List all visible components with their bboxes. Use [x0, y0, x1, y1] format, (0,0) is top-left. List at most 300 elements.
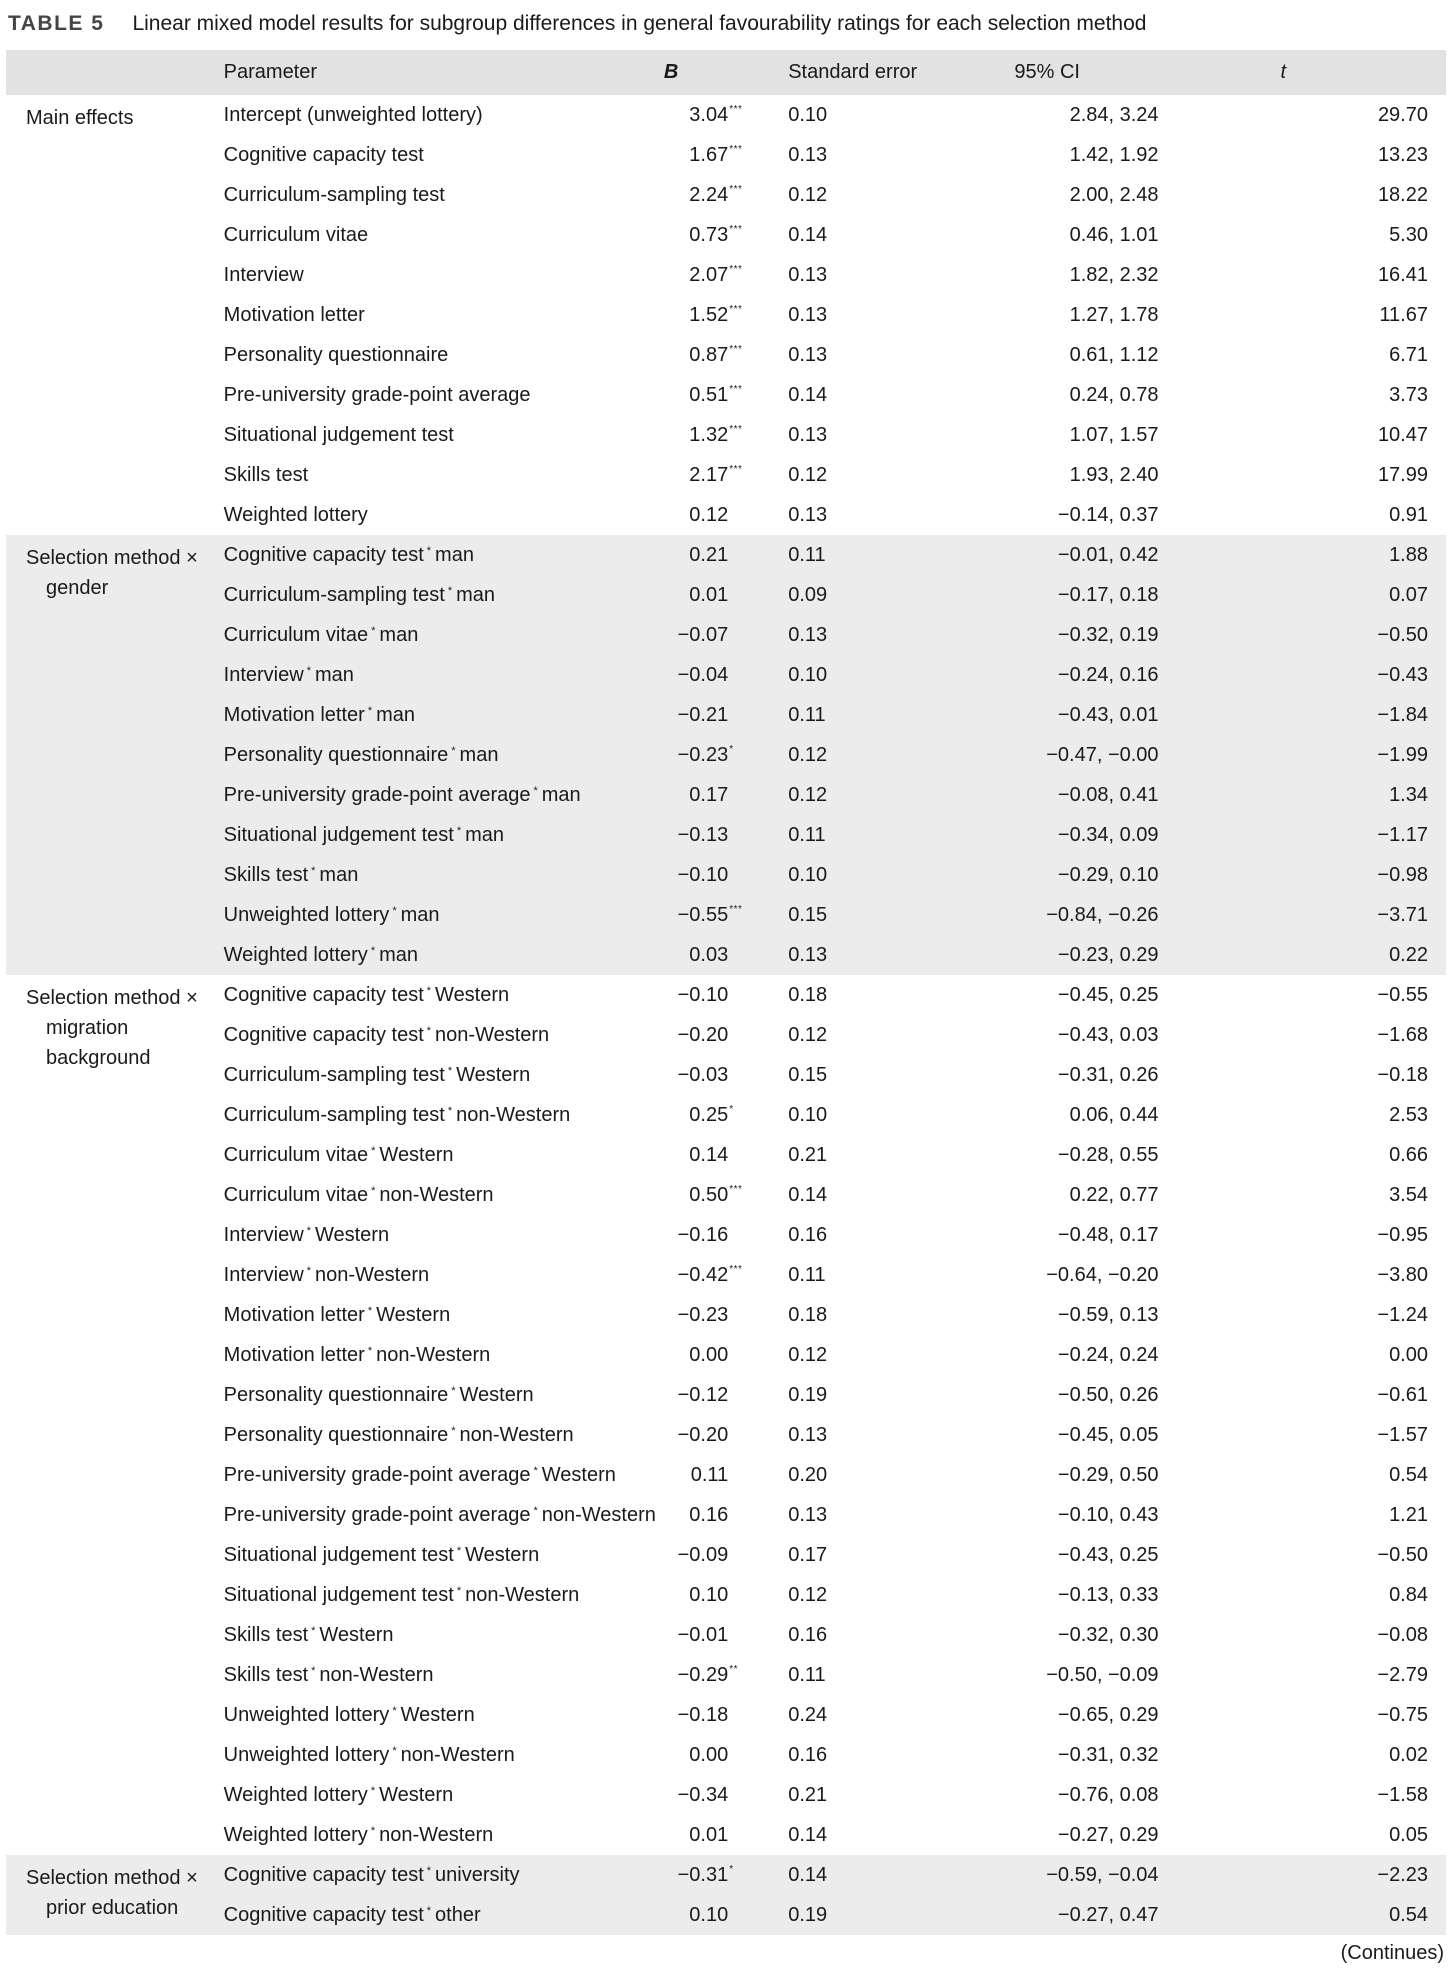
ci-cell: −0.50, −0.09 [1046, 1663, 1159, 1686]
t-cell: −0.50 [1377, 1543, 1428, 1566]
t-cell: −3.71 [1377, 903, 1428, 926]
parameter-cell [224, 1095, 656, 1135]
parameter-name: Curriculum-sampling test [223, 583, 445, 606]
standard-error-cell: 0.11 [788, 1663, 826, 1686]
standard-error-cell: 0.12 [788, 1343, 828, 1366]
b-value: 2.24 [689, 183, 729, 206]
ci-cell: −0.32, 0.19 [1057, 623, 1159, 646]
parameter-name: Pre-university grade-point average [223, 383, 531, 406]
ci-cell: −0.23, 0.29 [1057, 943, 1159, 966]
interaction-term: man [459, 743, 499, 766]
standard-error-cell: 0.11 [788, 703, 826, 726]
b-cell [656, 1535, 780, 1575]
ci-cell: −0.24, 0.24 [1057, 1343, 1159, 1366]
standard-error-cell: 0.16 [788, 1223, 828, 1246]
b-cell [656, 1895, 780, 1935]
ci-cell: 1.27, 1.78 [1069, 303, 1159, 326]
interaction-symbol: * [392, 1744, 397, 1757]
parameter-cell [224, 1415, 656, 1455]
interaction-term: Western [541, 1463, 616, 1486]
standard-error-cell: 0.12 [788, 463, 828, 486]
b-cell [656, 175, 780, 215]
b-value: −0.23 [677, 1303, 729, 1326]
b-value: −0.23 [677, 743, 729, 766]
b-cell [656, 1775, 780, 1815]
ci-cell: 2.84, 3.24 [1069, 103, 1159, 126]
parameter-name: Interview [223, 663, 304, 686]
standard-error-cell: 0.14 [788, 383, 828, 406]
ci-cell: −0.17, 0.18 [1057, 583, 1159, 606]
interaction-symbol: * [370, 944, 376, 957]
table-title: Linear mixed model results for subgroup differences in general favourability ratings for each selection method [132, 12, 1147, 35]
parameter-name: Situational judgement test [223, 823, 454, 846]
parameter-name: Weighted lottery [223, 1783, 368, 1806]
b-cell [656, 1295, 780, 1335]
parameter-cell [224, 1455, 656, 1495]
t-cell: −0.95 [1377, 1223, 1428, 1246]
parameter-name: Personality questionnaire [223, 343, 449, 366]
t-cell: −0.98 [1377, 863, 1428, 886]
parameter-name: Motivation letter [223, 1303, 365, 1326]
parameter-cell [224, 1535, 656, 1575]
parameter-cell [224, 695, 656, 735]
interaction-symbol: * [447, 584, 453, 597]
group-label-line: background [46, 1047, 151, 1069]
parameter-cell [224, 495, 656, 535]
b-value: −0.09 [677, 1543, 729, 1566]
b-value: 0.00 [689, 1743, 729, 1766]
standard-error-cell: 0.11 [788, 1263, 826, 1286]
standard-error-cell: 0.13 [788, 503, 828, 526]
parameter-name: Skills test [223, 1663, 309, 1686]
b-cell [656, 735, 780, 775]
header-parameter: Parameter [223, 61, 318, 83]
ci-cell: −0.45, 0.25 [1057, 983, 1159, 1006]
ci-cell: −0.10, 0.43 [1057, 1503, 1159, 1526]
b-cell [656, 535, 780, 575]
b-value: −0.55 [677, 903, 729, 926]
t-cell: 0.54 [1389, 1903, 1428, 1926]
b-value: −0.12 [677, 1383, 729, 1406]
parameter-name: Situational judgement test [223, 1583, 454, 1606]
t-cell: 3.54 [1389, 1183, 1428, 1206]
results-table [6, 50, 1446, 1935]
ci-cell: −0.65, 0.29 [1057, 1703, 1159, 1726]
interaction-symbol: * [451, 744, 456, 757]
parameter-name: Motivation letter [223, 703, 365, 726]
t-cell: 29.70 [1377, 103, 1428, 126]
parameter-cell [224, 1695, 656, 1735]
t-cell: −2.23 [1377, 1863, 1428, 1886]
b-cell [656, 975, 780, 1015]
parameter-name: Curriculum vitae [223, 1143, 369, 1166]
table-section [6, 1855, 1446, 1935]
parameter-cell [224, 975, 656, 1015]
significance-marker: *** [729, 303, 743, 315]
parameter-cell [224, 1255, 656, 1295]
parameter-name: Pre-university grade-point average [223, 783, 531, 806]
b-value: −0.10 [677, 983, 729, 1006]
t-cell: 5.30 [1389, 223, 1428, 246]
b-cell [656, 1095, 780, 1135]
b-cell [656, 655, 780, 695]
ci-cell: 0.24, 0.78 [1069, 383, 1159, 406]
b-cell [656, 1255, 780, 1295]
group-label-line: Selection method × [26, 1867, 198, 1889]
parameter-name: Curriculum-sampling test [223, 183, 445, 206]
b-value: 1.67 [689, 143, 729, 166]
interaction-symbol: * [447, 1064, 453, 1077]
parameter-cell [224, 1295, 656, 1335]
b-value: −0.18 [677, 1703, 729, 1726]
interaction-symbol: * [306, 1264, 311, 1277]
standard-error-cell: 0.18 [788, 1303, 828, 1326]
interaction-term: man [456, 583, 496, 606]
parameter-name: Skills test [223, 1623, 309, 1646]
parameter-name: Motivation letter [223, 303, 365, 326]
b-value: 3.04 [689, 103, 729, 126]
interaction-term: man [376, 703, 416, 726]
b-cell [656, 1455, 780, 1495]
interaction-term: non-Western [459, 1423, 574, 1446]
parameter-name: Pre-university grade-point average [223, 1503, 531, 1526]
standard-error-cell: 0.12 [788, 1023, 828, 1046]
standard-error-cell: 0.21 [788, 1143, 828, 1166]
t-cell: 1.88 [1389, 543, 1428, 566]
b-cell [656, 95, 780, 135]
parameter-cell [224, 655, 656, 695]
b-value: 0.01 [689, 583, 729, 606]
parameter-cell [224, 1775, 656, 1815]
ci-cell: −0.08, 0.41 [1057, 783, 1159, 806]
b-cell [656, 495, 780, 535]
interaction-symbol: * [371, 1144, 376, 1157]
row-group-label [6, 975, 224, 1855]
ci-cell: −0.27, 0.29 [1057, 1823, 1159, 1846]
table-row [6, 535, 1446, 575]
significance-marker: *** [729, 183, 743, 195]
interaction-term: non-Western [456, 1103, 571, 1126]
b-cell [656, 1695, 780, 1735]
header-standard-error: Standard error [788, 61, 918, 83]
interaction-term: non-Western [465, 1583, 580, 1606]
standard-error-cell: 0.10 [788, 1103, 828, 1126]
ci-cell: 2.00, 2.48 [1069, 183, 1159, 206]
ci-cell: −0.32, 0.30 [1057, 1623, 1159, 1646]
ci-cell: −0.29, 0.10 [1057, 863, 1159, 886]
b-cell [656, 1415, 780, 1455]
ci-cell: 0.06, 0.44 [1069, 1103, 1159, 1126]
significance-marker: *** [729, 103, 743, 115]
interaction-symbol: * [533, 784, 538, 797]
b-cell [656, 1055, 780, 1095]
t-cell: 6.71 [1389, 343, 1428, 366]
interaction-term: Western [400, 1703, 475, 1726]
standard-error-cell: 0.13 [788, 263, 828, 286]
b-value: 2.17 [689, 463, 729, 486]
b-cell [656, 1215, 780, 1255]
parameter-name: Pre-university grade-point average [223, 1463, 531, 1486]
t-cell: −1.24 [1377, 1303, 1428, 1326]
t-cell: −0.50 [1377, 623, 1428, 646]
interaction-symbol: * [456, 1584, 462, 1597]
b-value: 1.32 [689, 423, 729, 446]
table-header [6, 50, 1446, 95]
ci-cell: 0.46, 1.01 [1069, 223, 1159, 246]
interaction-symbol: * [311, 864, 316, 877]
interaction-term: non-Western [541, 1503, 656, 1526]
t-cell: 17.99 [1377, 463, 1428, 486]
header-ci: 95% CI [1014, 61, 1080, 83]
b-cell [656, 255, 780, 295]
interaction-term: Western [459, 1383, 534, 1406]
interaction-term: man [314, 663, 354, 686]
continues-note: (Continues) [1340, 1942, 1444, 1964]
interaction-term: man [379, 943, 418, 966]
t-cell: 11.67 [1379, 303, 1428, 326]
t-cell: 3.73 [1389, 383, 1428, 406]
b-value: −0.07 [677, 623, 729, 646]
b-value: −0.21 [677, 703, 729, 726]
significance-marker: *** [729, 1263, 743, 1275]
parameter-cell [224, 175, 656, 215]
interaction-term: Western [456, 1063, 531, 1086]
ci-cell: −0.14, 0.37 [1057, 503, 1159, 526]
ci-cell: −0.59, −0.04 [1046, 1863, 1159, 1886]
ci-cell: −0.34, 0.09 [1057, 823, 1159, 846]
t-cell: 18.22 [1377, 183, 1428, 206]
row-group-label [6, 535, 224, 975]
t-cell: 0.91 [1389, 503, 1428, 526]
header-b: B [663, 61, 679, 83]
interaction-term: non-Western [379, 1823, 494, 1846]
t-cell: 10.47 [1377, 423, 1428, 446]
significance-marker: *** [729, 423, 743, 435]
group-label-line: migration [46, 1017, 129, 1039]
interaction-symbol: * [311, 1664, 316, 1677]
standard-error-cell: 0.24 [788, 1703, 828, 1726]
interaction-symbol: * [426, 1024, 432, 1037]
ci-cell: −0.13, 0.33 [1057, 1583, 1159, 1606]
parameter-name: Personality questionnaire [223, 1423, 449, 1446]
b-value: 2.07 [689, 263, 729, 286]
t-cell: 16.41 [1377, 263, 1428, 286]
parameter-name: Personality questionnaire [223, 1383, 449, 1406]
ci-cell: −0.28, 0.55 [1057, 1143, 1159, 1166]
b-cell [656, 935, 780, 975]
b-value: −0.29 [677, 1663, 729, 1686]
standard-error-cell: 0.14 [788, 1823, 828, 1846]
b-value: 0.10 [689, 1583, 729, 1606]
header-group [6, 50, 224, 95]
b-value: −0.20 [677, 1423, 729, 1446]
parameter-name: Unweighted lottery [223, 1743, 390, 1766]
interaction-symbol: * [447, 1104, 453, 1117]
interaction-symbol: * [426, 544, 432, 557]
parameter-name: Cognitive capacity test [223, 1903, 424, 1926]
standard-error-cell: 0.15 [788, 1063, 828, 1086]
parameter-cell [224, 1735, 656, 1775]
b-value: 1.52 [689, 303, 729, 326]
parameter-cell [224, 1175, 656, 1215]
standard-error-cell: 0.20 [788, 1463, 828, 1486]
b-value: 0.25 [689, 1103, 729, 1126]
significance-marker: *** [729, 143, 743, 155]
b-value: 0.73 [689, 223, 729, 246]
interaction-term: non-Western [435, 1023, 550, 1046]
interaction-symbol: * [533, 1504, 538, 1517]
interaction-term: man [541, 783, 581, 806]
t-cell: 2.53 [1389, 1103, 1428, 1126]
parameter-cell [224, 1135, 656, 1175]
ci-cell: 1.07, 1.57 [1069, 423, 1159, 446]
parameter-name: Curriculum vitae [223, 223, 369, 246]
t-cell: 0.02 [1389, 1743, 1428, 1766]
parameter-cell [224, 1895, 656, 1935]
b-value: 0.87 [689, 343, 729, 366]
group-label-line: gender [46, 577, 109, 599]
significance-marker: *** [729, 263, 743, 275]
b-cell [656, 295, 780, 335]
b-cell [656, 695, 780, 735]
parameter-name: Unweighted lottery [223, 1703, 390, 1726]
standard-error-cell: 0.11 [788, 543, 826, 566]
b-value: −0.16 [677, 1223, 729, 1246]
parameter-cell [224, 455, 656, 495]
t-cell: −1.68 [1377, 1023, 1428, 1046]
interaction-term: non-Western [400, 1743, 515, 1766]
ci-cell: −0.50, 0.26 [1057, 1383, 1159, 1406]
b-value: −0.20 [677, 1023, 729, 1046]
significance-marker: *** [729, 1183, 743, 1195]
ci-cell: −0.27, 0.47 [1057, 1903, 1159, 1926]
t-cell: −0.18 [1377, 1063, 1428, 1086]
standard-error-cell: 0.14 [788, 1863, 828, 1886]
t-cell: 0.22 [1389, 943, 1428, 966]
b-value: 0.51 [689, 383, 729, 406]
parameter-cell [224, 335, 656, 375]
parameter-cell [224, 1335, 656, 1375]
group-label-line: Selection method × [26, 987, 198, 1009]
b-cell [656, 775, 780, 815]
interaction-symbol: * [392, 1704, 397, 1717]
t-cell: 0.00 [1389, 1343, 1428, 1366]
b-value: −0.31 [677, 1863, 729, 1886]
parameter-name: Cognitive capacity test [223, 983, 424, 1006]
parameter-name: Unweighted lottery [223, 903, 390, 926]
interaction-symbol: * [370, 1824, 376, 1837]
parameter-cell [224, 1615, 656, 1655]
significance-marker: * [729, 1103, 734, 1115]
parameter-name: Curriculum-sampling test [223, 1063, 445, 1086]
parameter-cell [224, 935, 656, 975]
b-value: −0.42 [677, 1263, 729, 1286]
parameter-cell [224, 415, 656, 455]
interaction-symbol: * [306, 664, 311, 677]
interaction-term: non-Western [376, 1343, 491, 1366]
ci-cell: −0.48, 0.17 [1057, 1223, 1159, 1246]
parameter-cell [224, 1575, 656, 1615]
parameter-cell [224, 1015, 656, 1055]
interaction-term: Western [376, 1303, 451, 1326]
interaction-symbol: * [426, 1904, 432, 1917]
t-cell: −1.57 [1377, 1423, 1428, 1446]
b-cell [656, 1855, 780, 1895]
standard-error-cell: 0.13 [788, 1423, 828, 1446]
t-cell: −0.75 [1377, 1703, 1428, 1726]
significance-marker: * [729, 743, 734, 755]
parameter-cell [224, 615, 656, 655]
significance-marker: * [729, 1863, 734, 1875]
interaction-symbol: * [371, 624, 376, 637]
standard-error-cell: 0.16 [788, 1743, 828, 1766]
significance-marker: *** [729, 903, 743, 915]
table-caption [8, 8, 1146, 40]
parameter-name: Situational judgement test [223, 1543, 454, 1566]
t-cell: 1.21 [1389, 1503, 1428, 1526]
b-value: 0.17 [689, 783, 729, 806]
b-cell [656, 1615, 780, 1655]
parameter-cell [224, 815, 656, 855]
t-cell: −0.61 [1377, 1383, 1428, 1406]
interaction-symbol: * [392, 904, 397, 917]
parameter-cell [224, 775, 656, 815]
interaction-symbol: * [306, 1224, 311, 1237]
standard-error-cell: 0.13 [788, 343, 828, 366]
interaction-term: Western [465, 1543, 540, 1566]
b-value: −0.13 [677, 823, 729, 846]
standard-error-cell: 0.10 [788, 863, 828, 886]
interaction-symbol: * [370, 1784, 376, 1797]
interaction-symbol: * [451, 1424, 456, 1437]
standard-error-cell: 0.12 [788, 1583, 828, 1606]
interaction-symbol: * [311, 1624, 316, 1637]
parameter-cell [224, 215, 656, 255]
b-cell [656, 895, 780, 935]
b-value: 0.00 [689, 1343, 729, 1366]
parameter-cell [224, 295, 656, 335]
interaction-symbol: * [367, 704, 373, 717]
parameter-cell [224, 1815, 656, 1855]
b-value: 0.03 [689, 943, 729, 966]
table-section [6, 975, 1446, 1855]
b-value: 0.11 [690, 1463, 729, 1486]
b-cell [656, 1335, 780, 1375]
parameter-name: Curriculum vitae [223, 1183, 369, 1206]
interaction-term: man [319, 863, 359, 886]
b-cell [656, 1175, 780, 1215]
interaction-term: Western [435, 983, 510, 1006]
parameter-name: Weighted lottery [223, 503, 368, 526]
ci-cell: −0.24, 0.16 [1057, 663, 1159, 686]
parameter-cell [224, 255, 656, 295]
row-group-label [6, 1855, 224, 1935]
b-value: 0.50 [689, 1183, 729, 1206]
standard-error-cell: 0.13 [788, 143, 828, 166]
interaction-term: man [435, 543, 474, 566]
interaction-term: university [435, 1863, 520, 1886]
b-value: 0.10 [689, 1903, 729, 1926]
significance-marker: *** [729, 343, 743, 355]
parameter-cell [224, 95, 656, 135]
standard-error-cell: 0.15 [788, 903, 828, 926]
ci-cell: −0.31, 0.32 [1057, 1743, 1159, 1766]
group-label-line: Main effects [26, 107, 134, 129]
ci-cell: 1.42, 1.92 [1069, 143, 1159, 166]
t-cell: −1.58 [1377, 1783, 1428, 1806]
standard-error-cell: 0.12 [788, 183, 828, 206]
b-value: −0.34 [677, 1783, 729, 1806]
